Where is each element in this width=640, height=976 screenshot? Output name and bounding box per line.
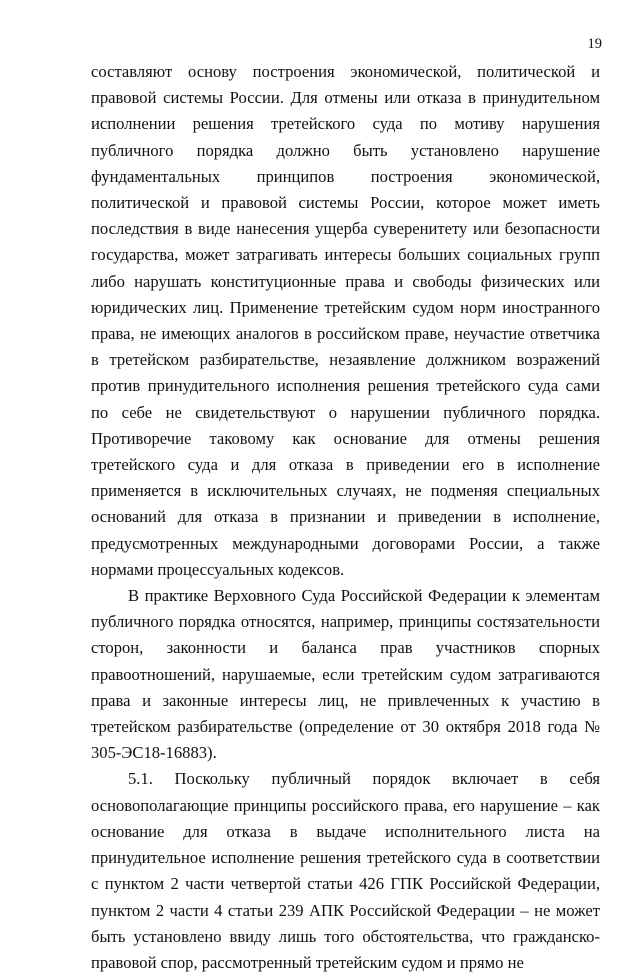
page-number: 19 — [587, 36, 602, 52]
paragraph-continuation: составляют основу построения экономической, политической и правовой системы России. Для отмены или отказа в принудительном исполнении решения третейского суда по мотиву нарушения публичного порядка должно быть установлено нарушение фундаментальных принципов построения экономической, политической и правовой системы России, которое может иметь последствия в виде нанесения ущерба суверенитету или безопасности государства, может затрагивать интересы больших социальных групп либо нарушать конституционные права и свободы физических или юридических лиц. Применение третейским судом норм иностранного права, не имеющих аналогов в российском праве, неучастие ответчика в третейском разбирательстве, незаявление должником возражений против принудительного исполнения решения третейского суда сами по себе не свидетельствуют о нарушении публичного порядка. Противоречие таковому как основание для отмены решения третейского суда и для отказа в приведении его в исполнение применяется в исключительных случаях, не подменяя специальных оснований для отказа в признании и приведении в исполнение, предусмотренных международными договорами России, а также нормами процессуальных кодексов. — [91, 62, 600, 579]
paragraph-supreme-court-practice: В практике Верховного Суда Российской Федерации к элементам публичного порядка относятся, например, принципы состязательности сторон, законности и баланса прав участников спорных правоотношений, нарушаемые, если третейским судом затрагиваются права и законные интересы лиц, не привлеченных к участию в третейском разбирательстве (определение от 30 октября 2018 года № 305-ЭС18-16883). — [91, 586, 600, 763]
paragraph-section-5-1: 5.1. Поскольку публичный порядок включает в себя основополагающие принципы российского права, его нарушение – как основание для отказа в выдаче исполнительного листа на принудительное исполнение решения третейского суда в соответствии с пунктом 2 части четвертой статьи 426 ГПК Российской Федерации, пунктом 2 части 4 статьи 239 АПК Российской Федерации – не может быть установлено ввиду лишь того обстоятельства, что гражданско-правовой спор, рассмотренный третейским судом и прямо не — [91, 769, 600, 972]
document-body — [91, 59, 600, 976]
